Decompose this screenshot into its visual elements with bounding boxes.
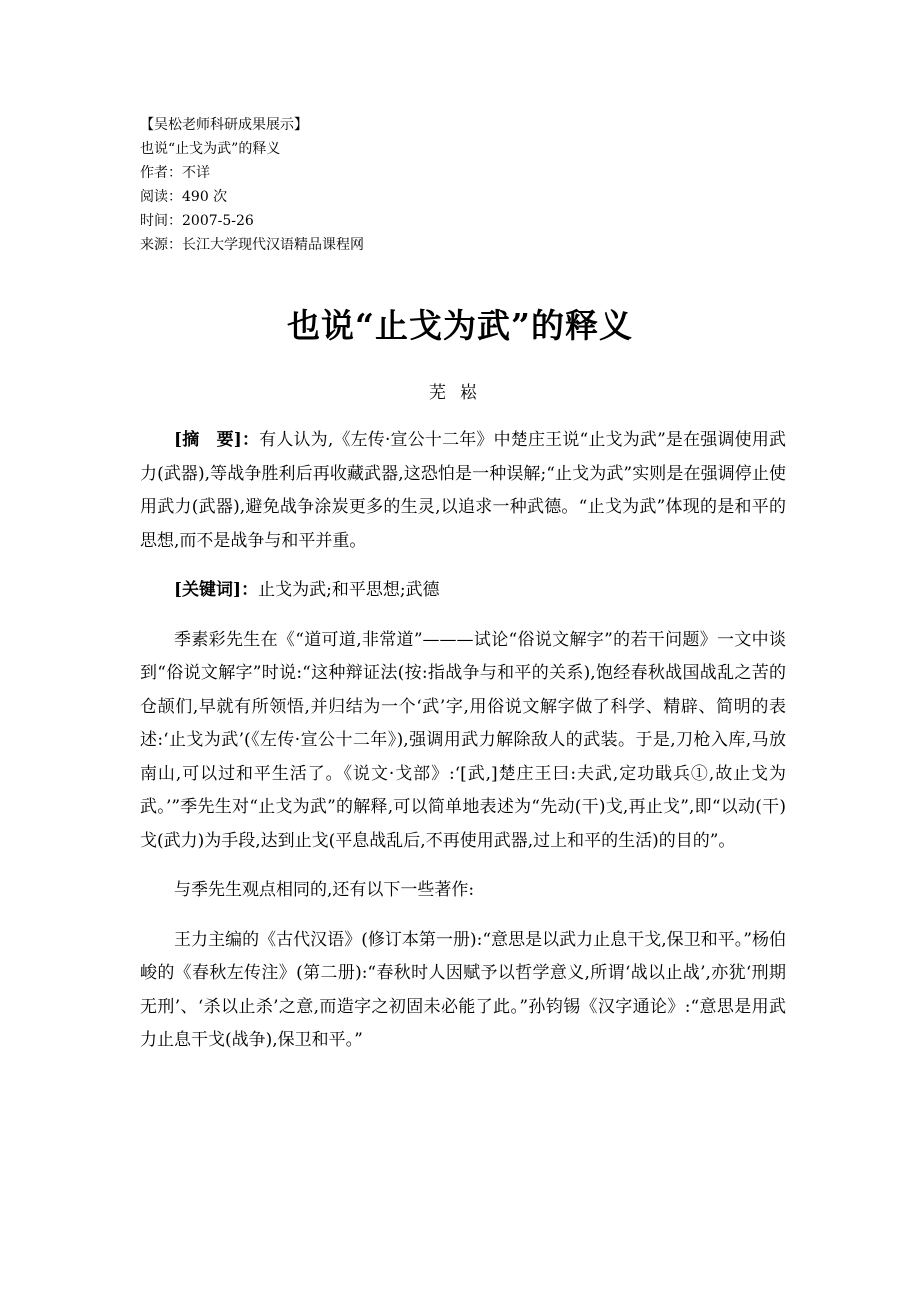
meta-date: 时间：2007-5-26 xyxy=(140,213,254,229)
body-paragraph-1: 季素彩先生在《“道可道,非常道”———试论“俗说文解字”的若干问题》一文中谈到“俗说文解字”时说:“这种辩证法(按:指战争与和平的关系),饱经春秋战国战乱之苦的仓颉们,早就有所领悟,并归结为一个‘武’字,用俗说文解字做了科学、精辟、简明的表述:‘止戈为武’(《左传·宣公十二年》),强调用武力解除敌人的武装。于是,刀枪入库,马放南山,可以过和平生活了。《说文·戈部》:‘[武,]楚庄王曰:夫武,定功戢兵①,故止戈为武。’”季先生对“止戈为武”的解释,可以简单地表述为“先动(干)戈,再止戈”,即“以动(干)戈(武力)为手段,达到止戈(平息战乱后,不再使用武器,过上和平的生活)的目的”。 xyxy=(140,629,786,851)
keywords-text: 止戈为武;和平思想;武德 xyxy=(258,580,440,600)
body-paragraph-2: 与季先生观点相同的,还有以下一些著作: xyxy=(174,880,475,900)
meta-banner: 【吴松老师科研成果展示】 xyxy=(140,117,308,133)
meta-reads: 阅读：490 次 xyxy=(140,189,228,205)
meta-author: 作者：不详 xyxy=(140,165,210,181)
body-paragraph-3: 王力主编的《古代汉语》(修订本第一册):“意思是以武力止息干戈,保卫和平。”杨伯峻的《春秋左传注》(第二册):“春秋时人因赋予以哲学意义,所谓‘战以止战’,亦犹‘刑期无刑’、‘杀以止杀’之意,而造字之初固未必能了此。”孙钧锡《汉字通论》:“意思是用武力止息干戈(战争),保卫和平。” xyxy=(140,929,786,1050)
keywords-label: [关键词]： xyxy=(174,580,259,600)
article-title: 也说“止戈为武”的释义 xyxy=(287,306,633,345)
abstract-label: [摘 要]： xyxy=(174,430,260,450)
abstract-paragraph xyxy=(140,424,786,558)
meta-title: 也说“止戈为武”的释义 xyxy=(140,141,281,157)
keywords-paragraph xyxy=(140,574,786,608)
article-author: 芜崧 xyxy=(429,383,491,403)
article-meta xyxy=(140,113,780,257)
abstract-text: 有人认为,《左传·宣公十二年》中楚庄王说“止戈为武”是在强调使用武力(武器),等战争胜利后再收藏武器,这恐怕是一种误解;“止戈为武”实则是在强调停止使用武力(武器),避免战争涂炭更多的生灵,以追求一种武德。“止戈为武”体现的是和平的思想,而不是战争与和平并重。 xyxy=(140,430,786,551)
meta-source: 来源：长江大学现代汉语精品课程网 xyxy=(140,237,364,253)
article-body xyxy=(140,424,786,1074)
